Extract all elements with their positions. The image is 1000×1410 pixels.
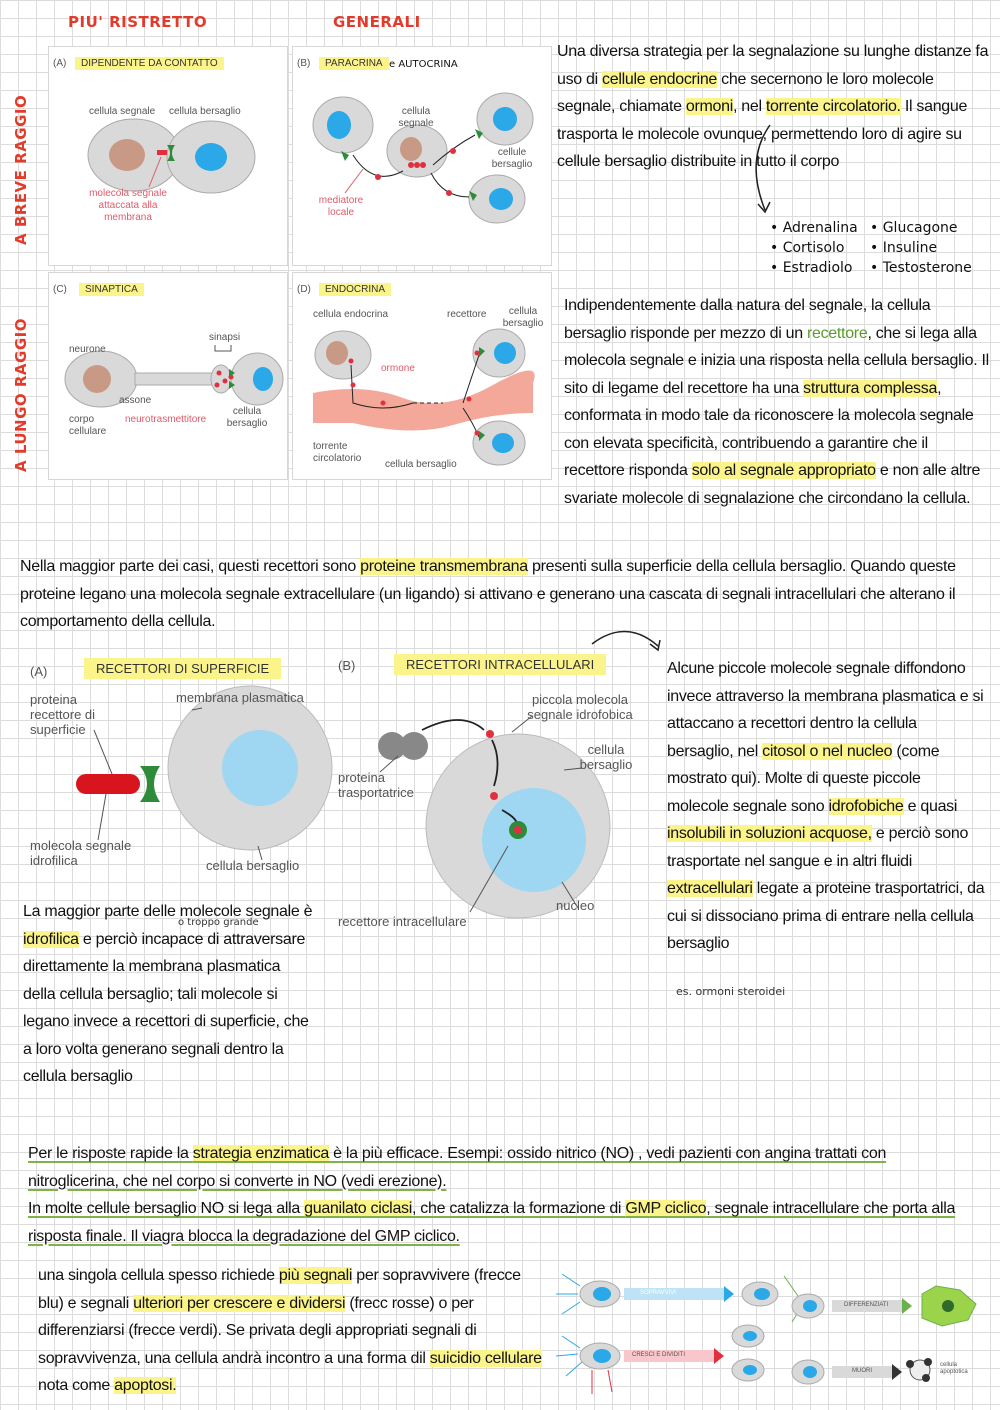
text: Per le risposte rapide la bbox=[28, 1145, 193, 1162]
label-receptor: recettore bbox=[447, 309, 487, 320]
text: (frecc rosse) o per differenziarsi (frecce verdi). Se privata degli appropriati segnali di sopravvivenza, una cellula andrà incontro a una forma dil bbox=[38, 1294, 477, 1367]
label-target-cell: cellula bersaglio bbox=[502, 306, 544, 329]
text: , che catalizza la formazione di bbox=[412, 1200, 626, 1217]
highlight: extracellulari bbox=[667, 880, 753, 897]
hormone-item: • Glucagone bbox=[870, 220, 958, 236]
text: per sopravvivere (frecce blu) e segnali bbox=[38, 1267, 521, 1312]
handwritten-autocrine: e AUTOCRINA bbox=[389, 59, 458, 70]
label-survive: SOPRAVVIVI bbox=[640, 1290, 676, 1296]
label-axon: assone bbox=[119, 395, 152, 406]
panel-paracrine bbox=[292, 46, 552, 266]
highlight: idrofobiche bbox=[828, 797, 904, 815]
label-plasma-membrane: membrana plasmatica bbox=[176, 690, 304, 705]
highlight: più segnali bbox=[278, 1267, 353, 1284]
hormone-item: • Cortisolo bbox=[770, 240, 845, 256]
text: , conformata in modo tale da riconoscere la molecola segnale con elevata specificità, contribuendo a garantire che il recettore risponda bbox=[564, 379, 974, 479]
panel-synaptic bbox=[48, 272, 288, 480]
label-membrane-molecule: molecola segnale attaccata alla membrana bbox=[89, 188, 167, 223]
label-surface-receptor: proteina recettore di superficie bbox=[30, 692, 96, 737]
label-nucleus: nucleo bbox=[556, 898, 595, 913]
text: La maggior parte delle molecole segnale è bbox=[23, 903, 313, 920]
highlight: insolubili in soluzioni acquose, bbox=[667, 825, 872, 842]
synaptic-diagram bbox=[49, 273, 287, 479]
text: legate a proteine trasportatrici, da cui si dissociano prima di entrare nella cellula bersaglio bbox=[667, 880, 985, 952]
panel-tag: RECETTORI INTRACELLULARI bbox=[394, 654, 606, 675]
highlight: idrofilica bbox=[23, 930, 79, 948]
text: , segnale intracellulare che porta alla risposta finale. Il viagra blocca la degradazione del GMP ciclico. bbox=[28, 1200, 956, 1245]
arrow-to-hormones bbox=[740, 120, 780, 220]
panel-letter: (C) bbox=[53, 284, 67, 295]
panel-letter: (A) bbox=[53, 58, 67, 69]
panel-letter: (D) bbox=[297, 284, 311, 295]
label-grow-divide: CRESCI E DIVIDITI bbox=[632, 1352, 686, 1358]
heading-generali: GENERALI bbox=[333, 13, 421, 31]
note-steroid-hormones: es. ormoni steroidei bbox=[676, 985, 786, 998]
label-neurotransmitter: neurotrasmettitore bbox=[125, 414, 207, 425]
highlight: proteine transmembrana bbox=[360, 558, 528, 575]
label-target-cell: cellula bersaglio bbox=[206, 858, 300, 873]
heading-piu-ristretto: PIU' RISTRETTO bbox=[68, 13, 208, 31]
text: Nella maggior parte dei casi, questi recettori sono bbox=[20, 558, 361, 575]
text: In molte cellule bersaglio NO si lega alla bbox=[28, 1200, 305, 1217]
text: nota come bbox=[38, 1377, 115, 1394]
text: è la più efficace. Esempi: ossido nitrico (NO) , vedi pazienti con angina trattati con nitroglicerina, che nel corpo si converte in NO (vedi erezione). bbox=[28, 1145, 887, 1190]
panel-letter: (B) bbox=[297, 58, 311, 69]
paragraph-enzymatic-line2 bbox=[28, 1200, 955, 1245]
label-differentiate: DIFFERENZIATI bbox=[844, 1302, 889, 1308]
text: Indipendentemente dalla natura del segnale, la cellula bersaglio risponde per mezzo di un bbox=[564, 297, 931, 342]
text: una singola cellula spesso richiede bbox=[38, 1267, 279, 1284]
note-too-large: o troppo grande bbox=[178, 917, 259, 928]
text: che secernono le loro molecole segnale, chiamate bbox=[557, 70, 934, 115]
panel-tag: PARACRINA bbox=[319, 57, 389, 70]
panel-tag: RECETTORI DI SUPERFICIE bbox=[84, 658, 281, 679]
highlight: apoptosi. bbox=[114, 1377, 177, 1394]
label-target-cell: cellula bersaglio bbox=[579, 742, 633, 772]
highlight: ormoni bbox=[685, 98, 734, 115]
highlight: GMP ciclico bbox=[625, 1200, 707, 1217]
label-intracellular-receptor: recettore intracellulare bbox=[338, 914, 467, 929]
contact-diagram bbox=[49, 47, 287, 265]
hormone-item: • Insuline bbox=[870, 240, 938, 256]
figure-cell-fate bbox=[552, 1266, 992, 1406]
label-hydrophilic-molecule: molecola segnale idrofilica bbox=[30, 838, 132, 868]
label-hormone: ormone bbox=[381, 363, 415, 374]
panel-letter: (A) bbox=[30, 664, 48, 679]
label-bloodstream: torrente circolatorio bbox=[313, 441, 362, 464]
paragraph-apoptosis bbox=[38, 1262, 548, 1400]
hormone-item: • Testosterone bbox=[870, 260, 972, 276]
label-target-cells: cellule bersaglio bbox=[491, 147, 533, 170]
paragraph-enzymatic bbox=[28, 1140, 968, 1250]
hormone-item: • Estradiolo bbox=[770, 260, 853, 276]
label-neuron: neurone bbox=[69, 344, 106, 355]
side-label-breve-raggio: A BREVE RAGGIO bbox=[12, 94, 30, 245]
text: Il sangue trasporta le molecole ovunque, permettendo loro di agire su cellule bersaglio distribuite in tutto il corpo bbox=[557, 98, 968, 170]
label-target-cell-2: cellula bersaglio bbox=[385, 459, 457, 470]
text: e quasi bbox=[903, 797, 958, 815]
figure-receptor-types bbox=[22, 650, 642, 940]
text: e non alle altre svariate molecole di segnalazione che circondano la cellula. bbox=[564, 462, 981, 507]
highlight: strategia enzimatica bbox=[192, 1145, 330, 1162]
label-apoptotic-cell: cellula apoptotica bbox=[940, 1362, 968, 1375]
label-die: MUORI bbox=[852, 1368, 872, 1374]
paragraph-transmembrane bbox=[20, 553, 990, 636]
text: Alcune piccole molecole segnale diffondono invece attraverso la membrana plasmatica e si attaccano a recettori dentro la cellula bersaglio, nel bbox=[667, 660, 984, 760]
label-synapse: sinapsi bbox=[209, 332, 241, 343]
paragraph-receptor bbox=[564, 292, 990, 512]
highlight: struttura complessa bbox=[803, 379, 938, 397]
highlight: recettore bbox=[806, 324, 868, 342]
side-label-lungo-raggio: A LUNGO RAGGIO bbox=[12, 318, 30, 472]
label-signal-cell: cellula segnale bbox=[398, 106, 434, 129]
text: Una diversa strategia per la segnalazione su lunghe distanze fa uso di bbox=[557, 43, 989, 88]
text: , che si lega alla molecola segnale e inizia una risposta nella cellula bersaglio. Il sito di legame del recettore ha una bbox=[564, 324, 989, 397]
paragraph-intracellular bbox=[667, 655, 985, 958]
text: (come mostrato qui). Molte di queste piccole molecole segnale sono bbox=[667, 742, 940, 815]
label-carrier-protein: proteina trasportatrice bbox=[338, 770, 414, 800]
hormone-item: • Adrenalina bbox=[770, 220, 858, 236]
panel-tag: DIPENDENTE DA CONTATTO bbox=[75, 57, 224, 70]
label-target-cell: cellula bersaglio bbox=[226, 406, 268, 429]
highlight: cellule endocrine bbox=[602, 70, 718, 88]
panel-endocrine bbox=[292, 272, 552, 480]
highlight: guanilato ciclasi bbox=[304, 1200, 412, 1217]
text: e perciò sono trasportate nel sangue e in altri fluidi bbox=[667, 825, 969, 870]
text: presenti sulla superficie della cellula bersaglio. Quando queste proteine legano una molecola segnale extracellulare (un ligando) si attivano e generano una cascata di segnali intracellulari che alterano il comportamento della cellula. bbox=[20, 558, 956, 630]
label-endocrine-cell: cellula endocrina bbox=[313, 309, 389, 320]
panel-tag: SINAPTICA bbox=[79, 283, 144, 296]
text: , nel bbox=[733, 98, 766, 115]
cell-fate-diagram bbox=[552, 1266, 992, 1406]
label-signal-cell: cellula segnale bbox=[89, 106, 156, 117]
label-target-cell: cellula bersaglio bbox=[169, 106, 241, 117]
highlight: citosol o nel nucleo bbox=[762, 742, 893, 760]
highlight: torrente circolatorio. bbox=[765, 98, 901, 115]
highlight: solo al segnale appropriato bbox=[691, 462, 876, 479]
highlight: suicidio cellulare bbox=[429, 1349, 542, 1367]
panel-tag: ENDOCRINA bbox=[319, 283, 391, 296]
text: e perciò incapace di attraversare direttamente la membrana plasmatica della cellula bersaglio; tali molecole si legano invece a recettori di superficie, che a loro volta generano segnali dentro la cellula bersaglio bbox=[23, 930, 309, 1085]
highlight: ulteriori per crescere e dividersi bbox=[133, 1294, 346, 1312]
panel-contact bbox=[48, 46, 288, 266]
panel-letter: (B) bbox=[338, 658, 356, 673]
paragraph-enzymatic-line1 bbox=[28, 1145, 886, 1190]
label-cell-body: corpo cellulare bbox=[69, 414, 107, 437]
label-hydrophobic-molecule: piccola molecola segnale idrofobica bbox=[527, 692, 633, 722]
label-local-mediator: mediatore locale bbox=[318, 195, 364, 218]
paragraph-hydrophilic bbox=[23, 898, 313, 1091]
figure-signaling-types bbox=[48, 46, 552, 478]
